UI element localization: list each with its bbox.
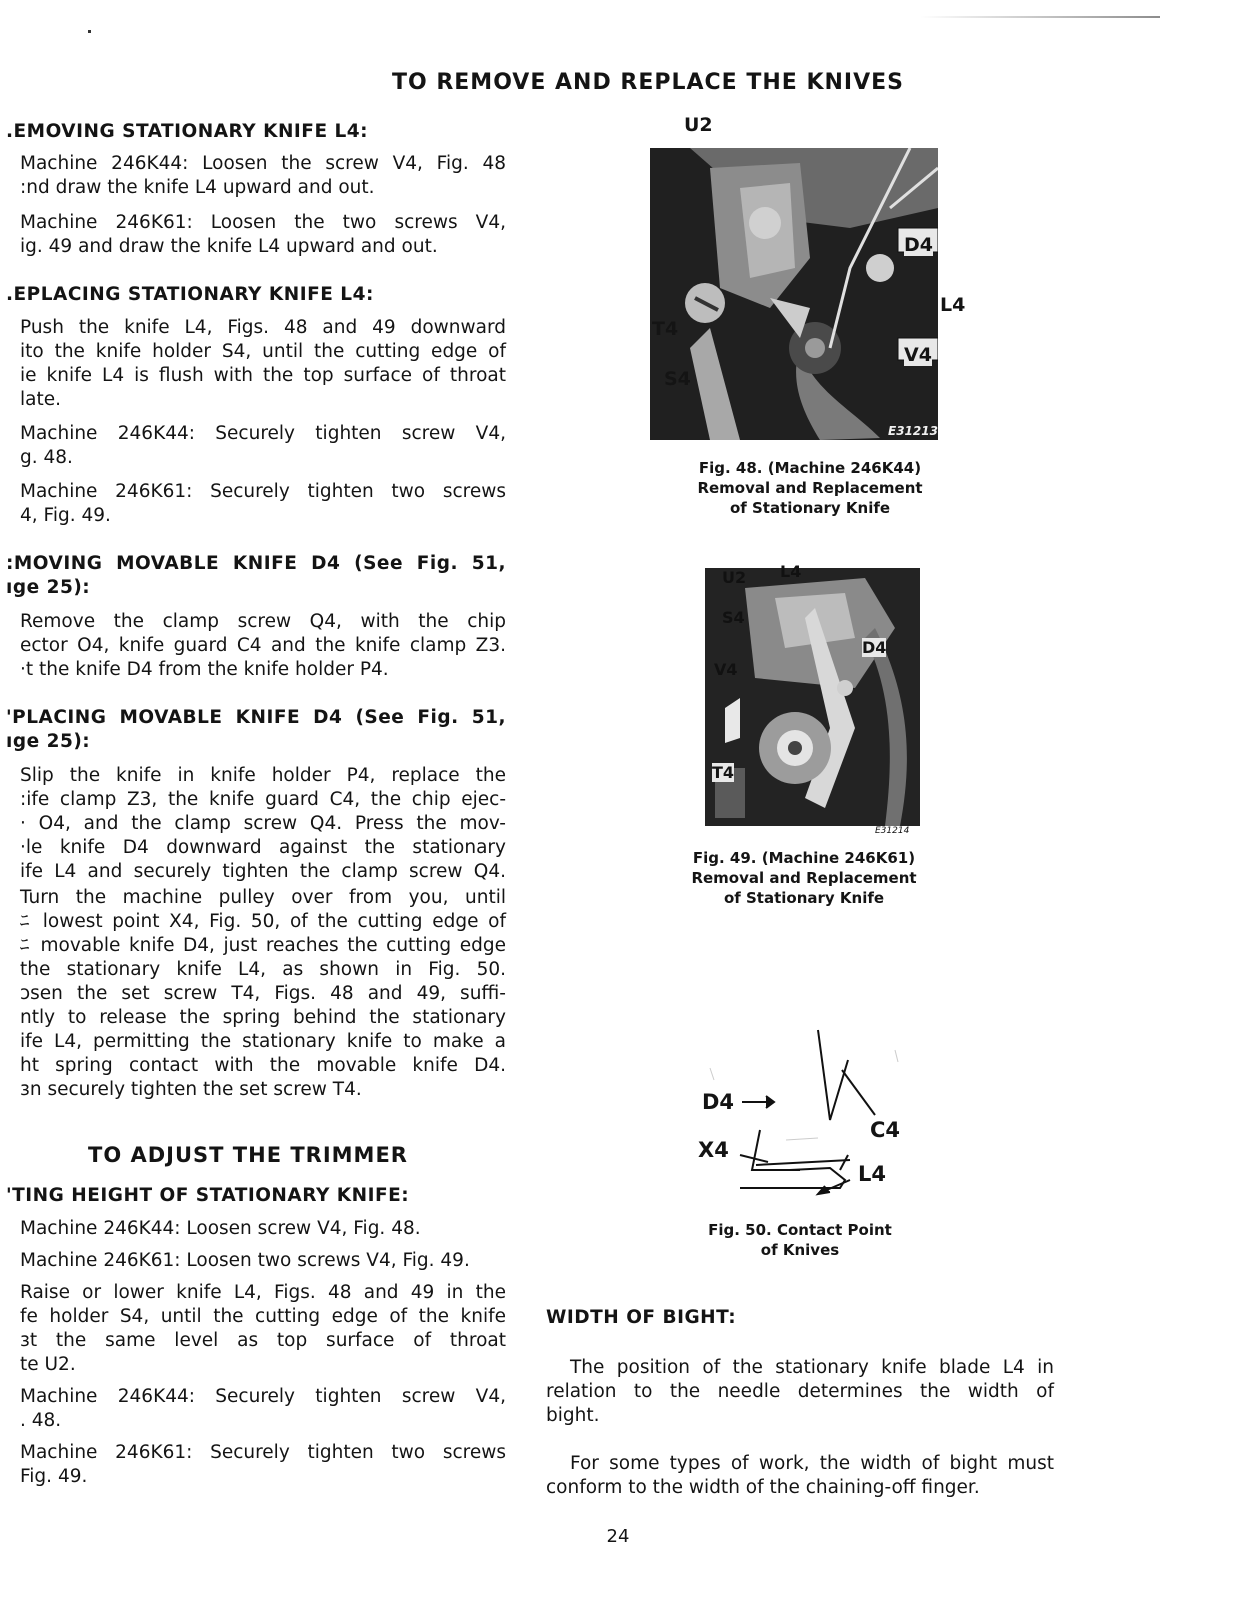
paragraph: Machine 246K44: Loosen screw V4, Fig. 48.: [20, 1218, 421, 1239]
label-c4: C4: [870, 1118, 901, 1142]
section-width-of-bight: [546, 1306, 1054, 1500]
section-heading: .EPLACING STATIONARY KNIFE L4:: [6, 284, 374, 305]
label-t4: T4: [712, 763, 735, 782]
label-l4: L4: [858, 1162, 886, 1186]
figure-49-photo: [705, 568, 920, 826]
paragraph: Machine 246K44: Securely tighten screw V4, . 48.: [20, 1386, 506, 1431]
label-l4: L4: [940, 294, 966, 316]
label-u2: U2: [722, 568, 747, 587]
paragraph: Remove the clamp screw Q4, with the chip ector O4, knife guard C4 and the knife clamp Z3. ·t the knife D4 from the knife holder P4.: [20, 611, 506, 680]
figure-49-caption: Fig. 49. (Machine 246K61) Removal and Replacement of Stationary Knife: [691, 849, 917, 907]
label-l4: L4: [780, 562, 802, 581]
label-u2: U2: [684, 114, 713, 136]
photo-code: E31213: [888, 424, 938, 438]
figure-50: [690, 1020, 930, 1210]
paragraph: Turn the machine pulley over from you, until ﾆ lowest point X4, Fig. 50, of the cutting edge of ﾆ movable knife D4, just reaches the cutting edge the stationary knife L4, as shown in Fig. 50. ɔsen the set screw T4, Figs. 48 and 49, suffi- ntly to release the spring behind the stationary ife L4, permitting the stationary knife to make a ht spring contact with the movable knife D4. ɜn securely tighten the set screw T4.: [20, 887, 506, 1100]
section-heading: WIDTH OF BIGHT:: [546, 1307, 737, 1328]
photo-code: E31214: [875, 826, 910, 836]
section-replacing-movable-knife: 'PLACING MOVABLE KNIFE D4 (See Fig. 51, ıge 25): Slip the knife in knife holder P4, replace the :ife clamp Z3, the knife guard C4, the chip ejec- · O4, and the clamp screw Q4. Press the mov- ·le knife D4 downward against the stationary ife L4 and securely tighten the clamp screw Q4. Turn the machine pulley over from you, until ﾆ lowest point X4, Fig. 50, of the cutting edge of ﾆ movable knife D4, just reaches the cutting edge the stationary knife L4, as shown in Fig. 50. ɔsen the set screw T4, Figs. 48 and 49, suffi- ntly to release the spring behind the stationary ife L4, permitting the stationary knife to make a ht spring contact with the movable knife D4. ɜn securely tighten the set screw T4.: [6, 707, 506, 1100]
paragraph: Slip the knife in knife holder P4, replace the :ife clamp Z3, the knife guard C4, the chip ejec- · O4, and the clamp screw Q4. Press the mov- ·le knife D4 downward against the stationary ife L4 and securely tighten the clamp screw Q4.: [20, 765, 506, 882]
scan-artifact: [88, 30, 91, 33]
label-v4: V4: [904, 344, 932, 366]
section-setting-height: [6, 1184, 506, 1489]
paragraph: The position of the stationary knife blade L4 in relation to the needle determines the width of bight.: [546, 1357, 1054, 1426]
section-heading: 'PLACING MOVABLE KNIFE D4 (See Fig. 51,: [6, 707, 506, 728]
scan-artifact: [920, 16, 1160, 18]
label-d4: D4: [862, 638, 887, 657]
paragraph: For some types of work, the width of bight must conform to the width of the chaining-off finger.: [546, 1453, 1054, 1498]
machine-photo-illustration: [650, 148, 938, 440]
figure-48-caption: Fig. 48. (Machine 246K44) Removal and Replacement of Stationary Knife: [697, 459, 923, 517]
label-v4: V4: [714, 660, 738, 679]
section-heading: .EMOVING STATIONARY KNIFE L4:: [6, 121, 369, 142]
machine-photo-illustration: [705, 568, 920, 826]
paragraph: Machine 246K61: Securely tighten two screws 4, Fig. 49.: [20, 481, 506, 526]
label-d4: D4: [904, 234, 933, 256]
section-removing-movable-knife: :MOVING MOVABLE KNIFE D4 (See Fig. 51, ıge 25): Remove the clamp screw Q4, with the chip ector O4, knife guard C4 and the knife clamp Z3. ·t the knife D4 from the knife holder P4.: [6, 553, 506, 680]
knife-contact-diagram: [690, 1020, 930, 1210]
section-removing-stationary-knife: [6, 120, 506, 259]
label-s4: S4: [664, 368, 691, 390]
paragraph: Raise or lower knife L4, Figs. 48 and 49 in the fe holder S4, until the cutting edge of the knife ɜt the same level as top surface of throat te U2.: [20, 1282, 506, 1375]
label-t4: T4: [652, 318, 679, 340]
paragraph: Push the knife L4, Figs. 48 and 49 downward ito the knife holder S4, until the cutting edge of ie knife L4 is flush with the top surface of throat late.: [20, 317, 506, 410]
page-number: 24: [606, 1526, 630, 1547]
paragraph: Machine 246K61: Loosen two screws V4, Fig. 49.: [20, 1250, 470, 1271]
figure-49: [700, 560, 930, 840]
paragraph: Machine 246K61: Loosen the two screws V4, ig. 49 and draw the knife L4 upward and out.: [20, 212, 506, 257]
figure-50-caption: Fig. 50. Contact Point of Knives: [708, 1221, 892, 1259]
paragraph: Machine 246K44: Loosen the screw V4, Fig. 48 :nd draw the knife L4 upward and out.: [20, 153, 506, 198]
page-title: TO REMOVE AND REPLACE THE KNIVES: [391, 70, 905, 95]
label-d4: D4: [702, 1090, 735, 1114]
label-s4: S4: [722, 608, 745, 627]
section-heading: :MOVING MOVABLE KNIFE D4 (See Fig. 51,: [6, 553, 506, 574]
figure-48-photo: [650, 148, 938, 440]
paragraph: Machine 246K44: Securely tighten screw V4, g. 48.: [20, 423, 506, 468]
section-replacing-stationary-knife: [6, 283, 506, 528]
section-heading: 'TING HEIGHT OF STATIONARY KNIFE:: [6, 1185, 410, 1206]
paragraph: Machine 246K61: Securely tighten two screws Fig. 49.: [20, 1442, 506, 1487]
section-heading-adjust-trimmer: TO ADJUST THE TRIMMER: [88, 1143, 408, 1167]
label-x4: X4: [698, 1138, 729, 1162]
figure-48: [640, 110, 966, 450]
